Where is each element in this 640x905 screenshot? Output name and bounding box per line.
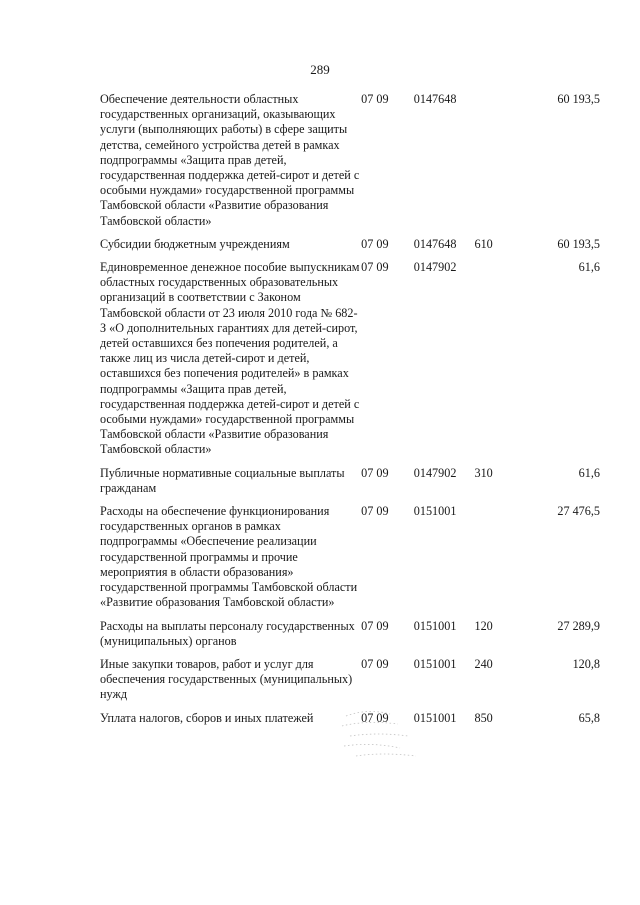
section-code: 07 09 [361,92,389,106]
target-code: 0151001 [413,504,457,519]
expense-type [474,504,514,618]
expense-name: Публичные нормативные социальные выплаты гражданам [100,465,345,495]
table-row [100,657,600,711]
expense-type: 850 [474,710,493,725]
amount: 60 193,5 [557,92,600,106]
amount: 27 289,9 [557,618,600,633]
table-row [100,466,600,504]
target-code: 0151001 [413,656,457,671]
amount: 27 476,5 [557,504,600,519]
table-row [100,619,600,657]
section-code: 07 09 [361,465,389,480]
page-number: 289 [310,62,330,77]
amount: 61,6 [578,465,600,480]
expense-type [474,92,514,237]
expense-type: 610 [474,236,493,251]
target-code: 0147648 [413,92,457,106]
table-row [100,504,600,618]
amount: 65,8 [578,710,600,725]
expense-name: Иные закупки товаров, работ и услуг для обеспечения государственных (муниципальных) нужд [100,656,353,702]
expense-name: Единовременное денежное пособие выпускникам областных государственных образовательных организаций в соответствии с Законом Тамбовской области от 23 июля 2010 года № 682-З «О дополнительных гарантиях для детей-сирот, детей оставшихся без попечения родителей, а также лиц из числа детей-сирот и детей, оставшихся без попечения родителей» в рамках подпрограммы «Защита прав детей, государственная поддержка детей-сирот и детей с особыми нуждами» государственной программы Тамбовской области «Развитие образования Тамбовской области» [100,260,360,457]
section-code: 07 09 [361,618,389,633]
target-code: 0151001 [413,710,457,725]
target-code: 0147902 [413,465,457,480]
amount: 61,6 [578,260,600,275]
faint-stamp-marks [338,706,428,762]
section-code: 07 09 [361,260,389,275]
expense-name: Расходы на выплаты персоналу государственных (муниципальных) органов [100,618,355,648]
expense-name: Субсидии бюджетным учреждениям [100,236,290,251]
section-code: 07 09 [361,710,389,725]
expense-type: 120 [474,618,493,633]
target-code: 0147902 [413,260,457,275]
expense-name: Обеспечение деятельности областных государственных организаций, оказывающих услуги (выполняющих работы) в сфере защиты детства, семейного устройства детей в рамках подпрограммы «Защита прав детей, государственная поддержка детей-сирот и детей с особыми нуждами» государственной программы Тамбовской области «Развитие образования Тамбовской области» [100,92,360,228]
target-code: 0151001 [413,618,457,633]
expense-type: 240 [474,656,493,671]
expense-type [474,260,514,466]
expense-name: Уплата налогов, сборов и иных платежей [100,710,314,725]
target-code: 0147648 [413,236,457,251]
table-row [100,260,600,466]
section-code: 07 09 [361,236,389,251]
expense-name: Расходы на обеспечение функционирования государственных органов в рамках подпрограммы «Обеспечение реализации государственной программы и прочие мероприятия в области образования» государственной программы Тамбовской области «Развитие образования Тамбовской области» [100,504,358,610]
table-row [100,92,600,237]
amount: 60 193,5 [557,236,600,251]
section-code: 07 09 [361,504,389,519]
expense-type: 310 [474,465,493,480]
section-code: 07 09 [361,656,389,671]
budget-table [100,92,600,726]
table-row [100,237,600,260]
amount: 120,8 [572,656,600,671]
